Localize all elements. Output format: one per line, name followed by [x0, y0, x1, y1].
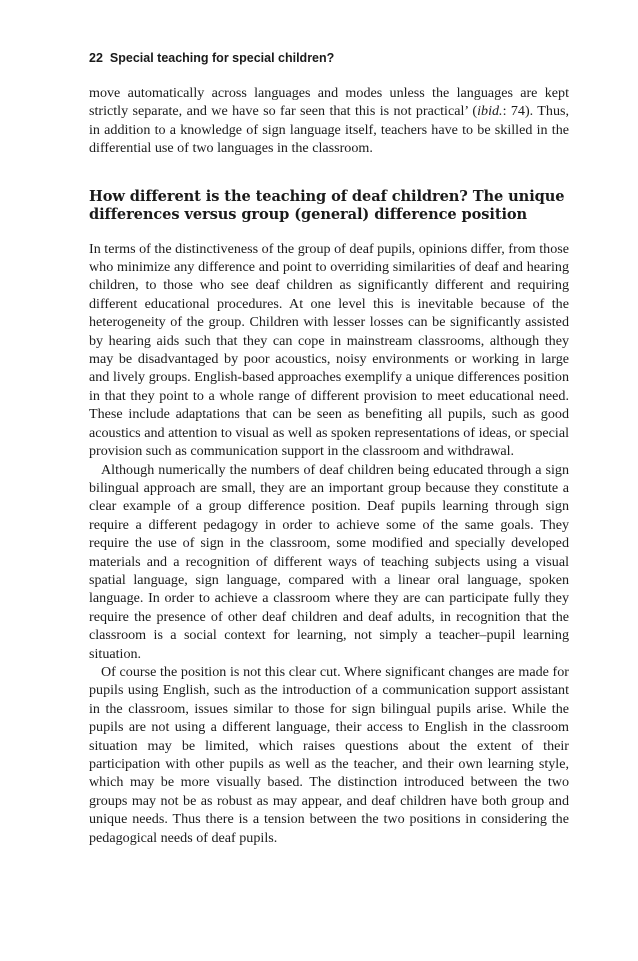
intro-text-after-citation: : 74). Thus, in addition to a knowledge of sign language itself, teachers have to be skilled in the differential use of two languages in the classroom. — [89, 103, 570, 157]
intro-text-before-citation: move automatically across languages and modes unless the languages are kept strictly separate, and we have so far seen that this is not practical’ ( — [89, 85, 569, 120]
body-paragraph-2: Although numerically the numbers of deaf children being educated through a sign bilingual approach are small, they are an important group because they constitute a clear example of a group difference position. Deaf pupils learning through sign require a different pedagogy in order to achieve some of the same goals. They require the use of sign in the classroom, some modified and specially developed materials and a recognition of different ways of teaching subjects using a visual spatial language, sign language, compared with a linear oral language, spoken language. In order to achieve a classroom where they are can participate fully they require the presence of other deaf children and deaf adults, in recognition that the classroom is a social context for learning, not simply a teacher–pupil learning situation. — [89, 461, 569, 662]
page-number: 22 — [89, 51, 103, 65]
ibid-citation: ibid. — [477, 103, 503, 120]
body-paragraph-3: Of course the position is not this clear cut. Where significant changes are made for pupils using English, such as the introduction of a communication support assistant in the classroom, issues similar to those for sign bilingual pupils arise. While the pupils are not using a different language, their access to English in the classroom situation may be limited, which raises questions about the extent of their participation with other pupils as well as the teacher, and their own learning style, which may be more visually based. The distinction introduced between the two groups may not be as robust as may appear, and deaf children have both group and unique needs. Thus there is a tension between the two positions in considering the pedagogical needs of deaf pupils. — [89, 663, 569, 846]
section-heading: How different is the teaching of deaf children? The unique differences versus group (general) difference position — [89, 187, 565, 223]
running-title: Special teaching for special children? — [109, 51, 335, 65]
intro-paragraph — [89, 84, 569, 158]
body-paragraph-1: In terms of the distinctiveness of the group of deaf pupils, opinions differ, from those who minimize any difference and point to overriding similarities of deaf and hearing children, to those who see deaf children as significantly different and requiring different educational procedures. At one level this is inevitable because of the heterogeneity of the group. Children with lesser losses can be significantly assisted by hearing aids such that they can cope in mainstream classrooms, although they may be disadvantaged by poor acoustics, noisy environments or working in large and lively groups. English-based approaches exemplify a unique differences position in that they point to a whole range of different provision to meet educational need. These include adaptations that can be seen as benefiting all pupils, such as good acoustics and attention to visual as well as spoken representations of ideas, or special provision such as communication support in the classroom and withdrawal. — [89, 240, 569, 460]
running-header — [89, 50, 569, 66]
book-page — [89, 50, 569, 847]
